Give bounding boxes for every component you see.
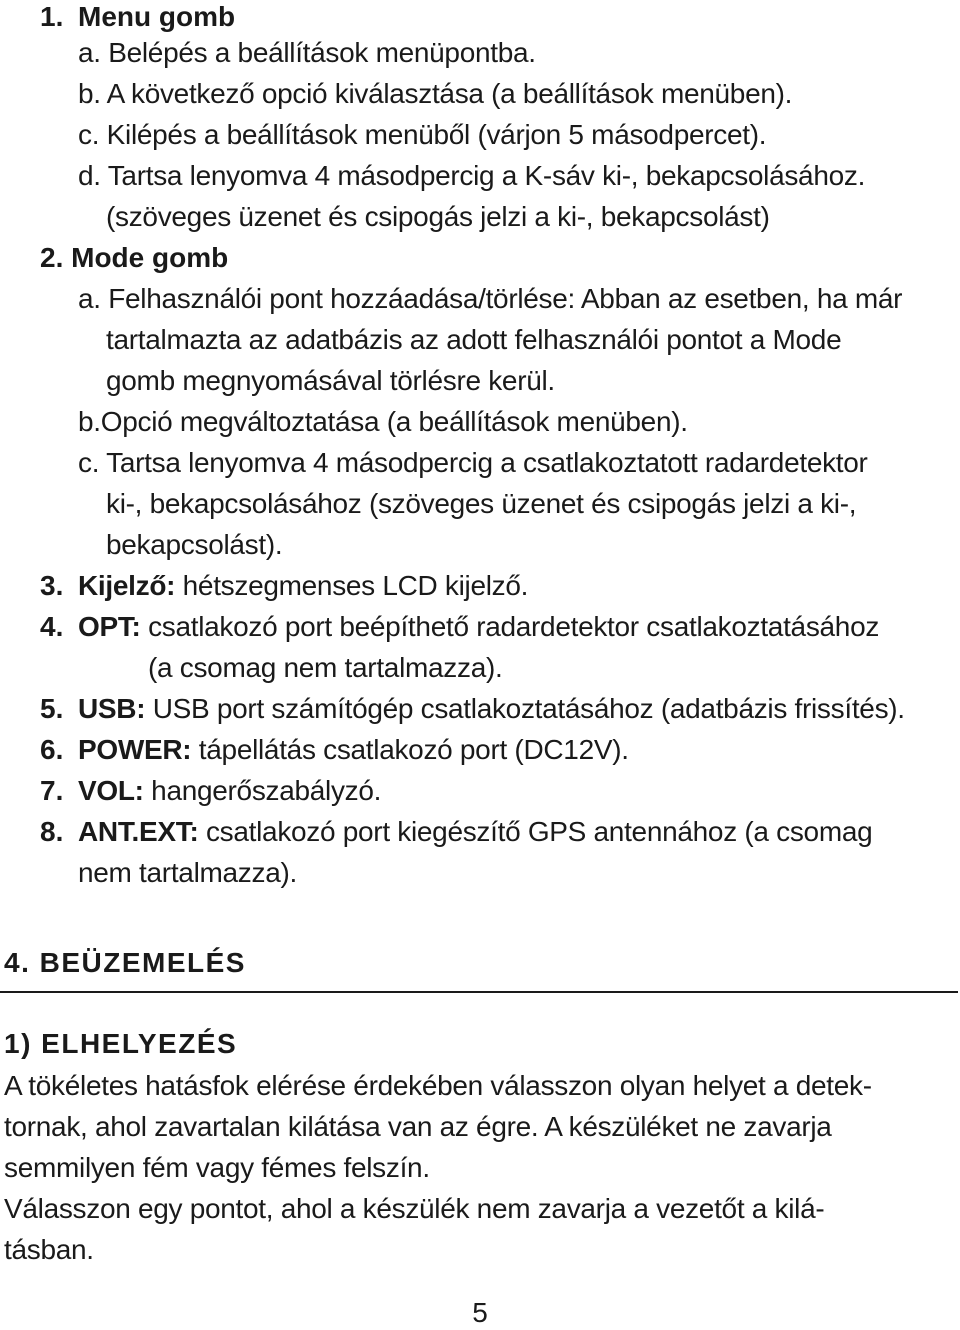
item-text: csatlakozó port kiegészítő GPS antennához (a csomag [198,816,873,847]
section-divider [0,991,958,993]
sub-item: b. A következő opció kiválasztása (a beállítások menüben). [78,78,793,109]
sub-item-continuation: bekapcsolást). [106,529,283,560]
paragraph-line: semmilyen fém vagy fémes felszín. [4,1152,430,1183]
list-item-number: 5. [40,693,64,724]
list-item-number: 6. [40,734,64,765]
paragraph-line: tornak, ahol zavartalan kilátása van az égre. A készüléket ne zavarja [4,1111,832,1142]
paragraph-line: tásban. [4,1234,94,1265]
item-label: USB: [78,693,146,724]
list-item-number: 8. [40,816,64,847]
item-label: POWER: [78,734,192,765]
paragraph-line: A tökéletes hatásfok elérése érdekében válasszon olyan helyet a detek- [4,1070,872,1101]
item-label: VOL: [78,775,144,806]
item-text: hangerőszabályzó. [143,775,382,806]
list-item [78,692,905,726]
sub-item-continuation: ki-, bekapcsolásához (szöveges üzenet és csipogás jelzi a ki-, [106,488,857,519]
sub-item: c. Tartsa lenyomva 4 másodpercig a csatlakoztatott radardetektor [78,447,868,478]
list-item-number: 7. [40,775,64,806]
sub-item-continuation: gomb megnyomásával törlésre kerül. [106,365,555,396]
page-number: 5 [472,1297,488,1328]
list-item-number: 4. [40,611,64,642]
item-text: hétszegmenses LCD kijelző. [175,570,529,601]
list-item [78,569,528,603]
list-item [78,774,381,808]
section-heading: 4. BEÜZEMELÉS [4,947,246,978]
item-continuation: nem tartalmazza). [78,857,297,888]
list-item [78,733,629,767]
sub-item: a. Felhasználói pont hozzáadása/törlése: Abban az esetben, ha már [78,283,903,314]
list-item-title: 2. Mode gomb [40,242,229,273]
item-text: USB port számítógép csatlakoztatásához (adatbázis frissítés). [145,693,905,724]
list-item-number: 1. [40,1,64,32]
item-text: tápellátás csatlakozó port (DC12V). [191,734,629,765]
subsection-heading: 1) ELHELYEZÉS [4,1028,238,1059]
sub-item: d. Tartsa lenyomva 4 másodpercig a K-sáv ki-, bekapcsolásához. [78,160,866,191]
item-label: ANT.EXT: [78,816,199,847]
sub-item: c. Kilépés a beállítások menüből (várjon 5 másodpercet). [78,119,767,150]
paragraph-line: Válasszon egy pontot, ahol a készülék nem zavarja a vezetőt a kilá- [4,1193,825,1224]
item-text: csatlakozó port beépíthető radardetektor csatlakoztatásához [140,611,880,642]
sub-item-continuation: (szöveges üzenet és csipogás jelzi a ki-, bekapcsolást) [106,201,770,232]
item-label: OPT: [78,611,141,642]
list-item [78,815,872,849]
list-item [78,610,879,644]
list-item-title: Menu gomb [78,1,236,32]
item-label: Kijelző: [78,570,176,601]
sub-item: b.Opció megváltoztatása (a beállítások menüben). [78,406,688,437]
sub-item: a. Belépés a beállítások menüpontba. [78,37,536,68]
sub-item-continuation: tartalmazta az adatbázis az adott felhasználói pontot a Mode [106,324,842,355]
item-continuation: (a csomag nem tartalmazza). [148,652,503,683]
list-item-number: 3. [40,570,64,601]
